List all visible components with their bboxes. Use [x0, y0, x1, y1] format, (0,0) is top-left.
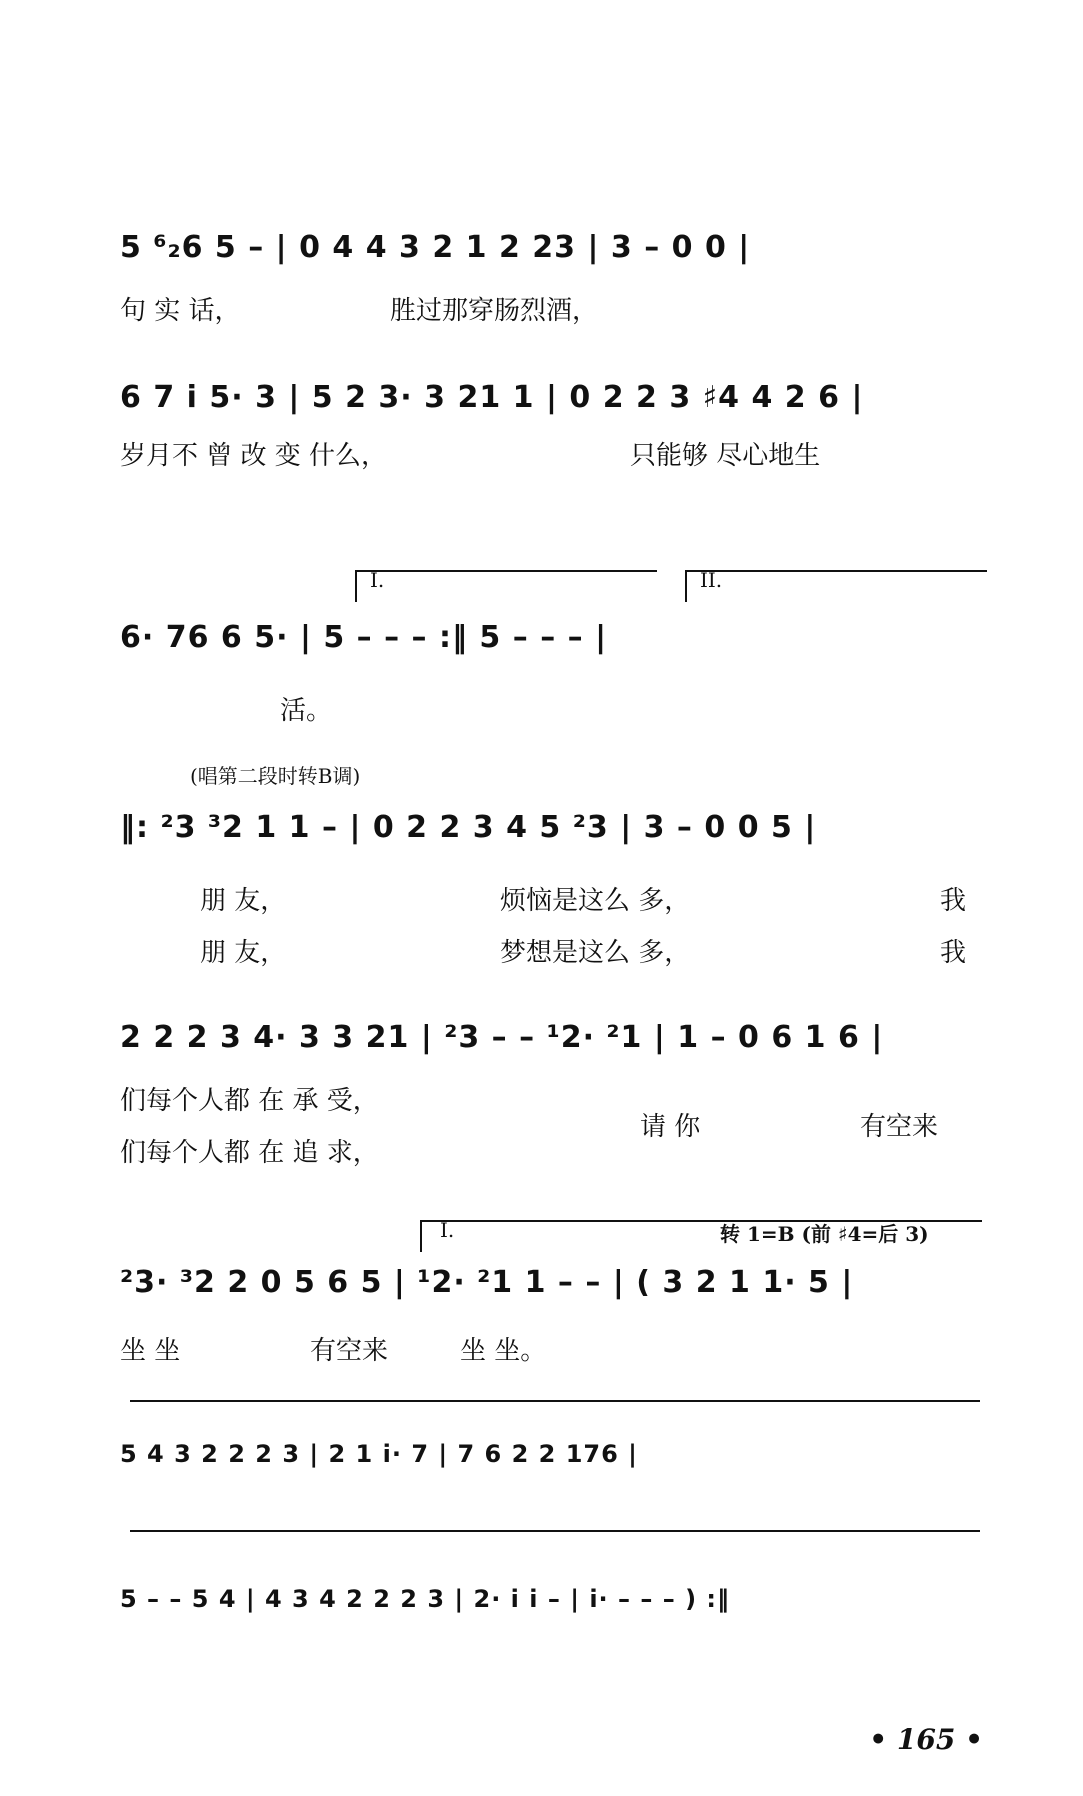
lyric: 们每个人都 在 追 求， — [120, 1138, 379, 1168]
notes-line — [120, 610, 990, 670]
lyric: 朋 友， — [200, 886, 287, 916]
lyric: 我 — [940, 886, 967, 916]
volta-label-2: II. — [700, 568, 723, 592]
notes-line — [120, 1010, 990, 1070]
notation-text: 5 ⁶₂6 5 – | 0 4 4 3 2 1 2 23 | 3 – 0 0 | — [120, 230, 751, 265]
notation-text: 5 4 3 2 2 2 3 | 2 1 i· 7 | 7 6 2 2 176 | — [120, 1440, 638, 1468]
notation-text: 2 2 2 3 4· 3 3 21 | ²3 – – ¹2· ²1 | 1 – 0 6 1 6 | — [120, 1020, 884, 1055]
notes-line — [120, 220, 990, 280]
notes-line — [120, 370, 990, 430]
lyric: 坐 坐。 — [460, 1336, 547, 1366]
lyric: 请 你 — [640, 1112, 701, 1142]
notation-text: 5 – – 5 4 | 4 3 4 2 2 2 3 | 2· i i – | i· – – – ) :‖ — [120, 1585, 730, 1613]
lyric: 梦想是这么 多， — [500, 938, 691, 968]
lyric: 句 实 话， — [120, 296, 241, 326]
volta-label: I. — [440, 1218, 455, 1242]
volta-bracket-1 — [355, 570, 657, 602]
notation-text: 6 7 i 5· 3 | 5 2 3· 3 21 1 | 0 2 2 3 ♯4 4 2 6 | — [120, 380, 864, 415]
lyric: 们每个人都 在 承 受， — [120, 1086, 379, 1116]
lyric: 坐 坐 — [120, 1336, 181, 1366]
lyric: 烦恼是这么 多， — [500, 886, 691, 916]
notation-text: ²3· ³2 2 0 5 6 5 | ¹2· ²1 1 – – | ( 3 2 1 1· 5 | — [120, 1265, 854, 1300]
volta-bracket-2 — [685, 570, 987, 602]
lyric: 岁月不 曾 改 变 什么， — [120, 441, 388, 471]
lyric: 只能够 尽心地生 — [630, 441, 821, 471]
performance-direction: (唱第二段时转B调) — [190, 764, 361, 788]
volta-label-1: I. — [370, 568, 385, 592]
notes-line — [120, 1255, 990, 1315]
notes-line — [120, 800, 990, 860]
notes-line — [120, 1430, 990, 1490]
key-change-label: 转 1=B (前 ♯4=后 3) — [720, 1222, 929, 1246]
page-number: • 165 • — [869, 1723, 983, 1756]
notation-text: ‖: ²3 ³2 1 1 – | 0 2 2 3 4 5 ²3 | 3 – 0 0 5 | — [120, 810, 817, 845]
lyric: 朋 友， — [200, 938, 287, 968]
lyric: 有空来 — [860, 1112, 939, 1142]
lyric: 有空来 — [310, 1336, 389, 1366]
lyric: 我 — [940, 938, 967, 968]
staff-line-top — [130, 1530, 980, 1532]
notation-text: 6· 76 6 5· | 5 – – – :‖ 5 – – – | — [120, 620, 608, 655]
staff-line-top — [130, 1400, 980, 1402]
notes-line — [120, 1575, 990, 1635]
lyric: 活。 — [280, 696, 333, 726]
lyric: 胜过那穿肠烈酒， — [390, 296, 599, 326]
